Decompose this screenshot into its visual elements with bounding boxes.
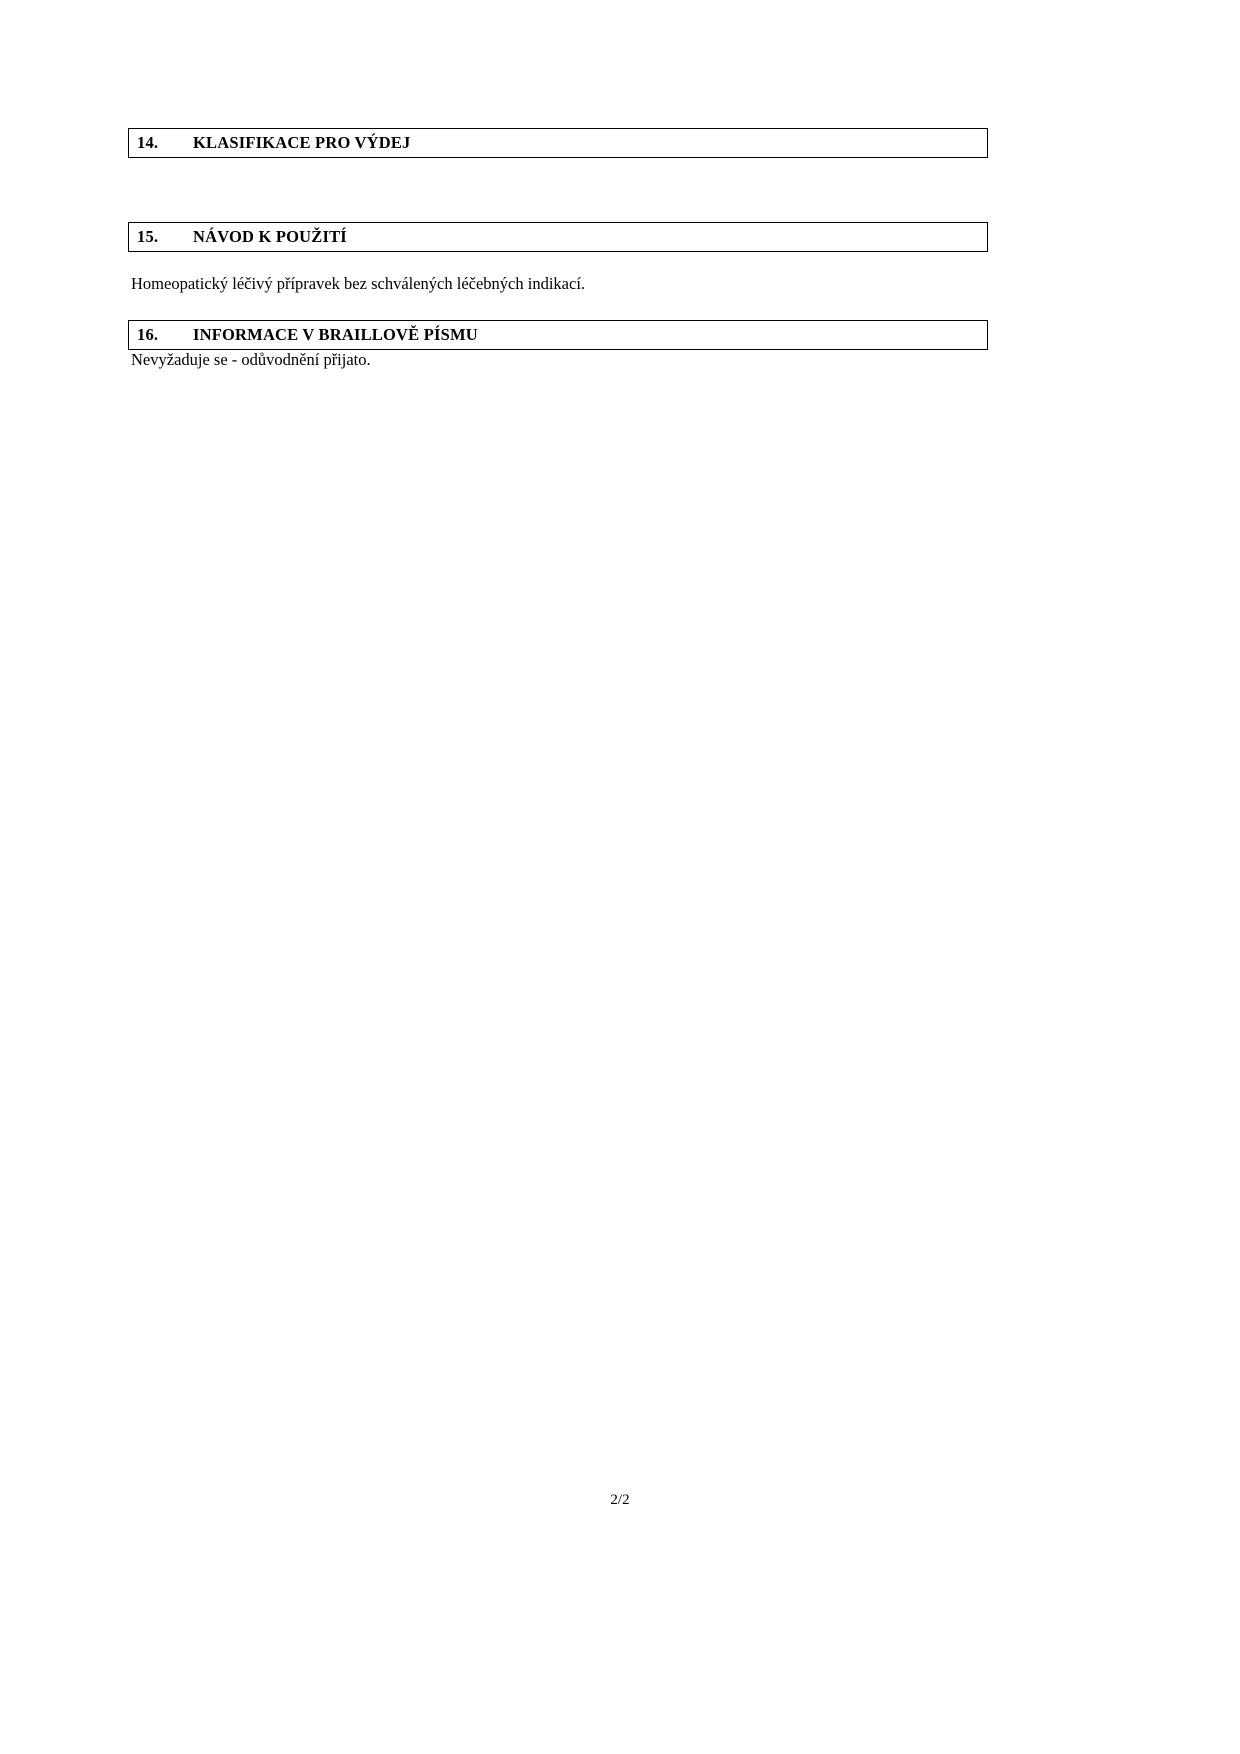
section-number-14: 14. [137,133,159,152]
section-header-14 [128,128,988,158]
section-number-16: 16. [137,325,159,344]
spacer-after-section-14 [128,158,988,222]
section-body-15: Homeopatický léčivý přípravek bez schválených léčebných indikací. [131,274,586,293]
section-header-16 [128,320,988,350]
document-content [128,128,988,370]
section-title-14: KLASIFIKACE PRO VÝDEJ [193,133,411,152]
spacer-after-section-15-body [128,294,988,320]
section-title-15: NÁVOD K POUŽITÍ [193,227,347,246]
section-number-15: 15. [137,227,159,246]
page-footer: 2/2 [610,1492,630,1508]
spacer-after-section-15-header [128,252,988,274]
section-header-15 [128,222,988,252]
section-body-16: Nevyžaduje se - odůvodnění přijato. [131,350,371,369]
section-title-16: INFORMACE V BRAILLOVĚ PÍSMU [193,325,478,344]
